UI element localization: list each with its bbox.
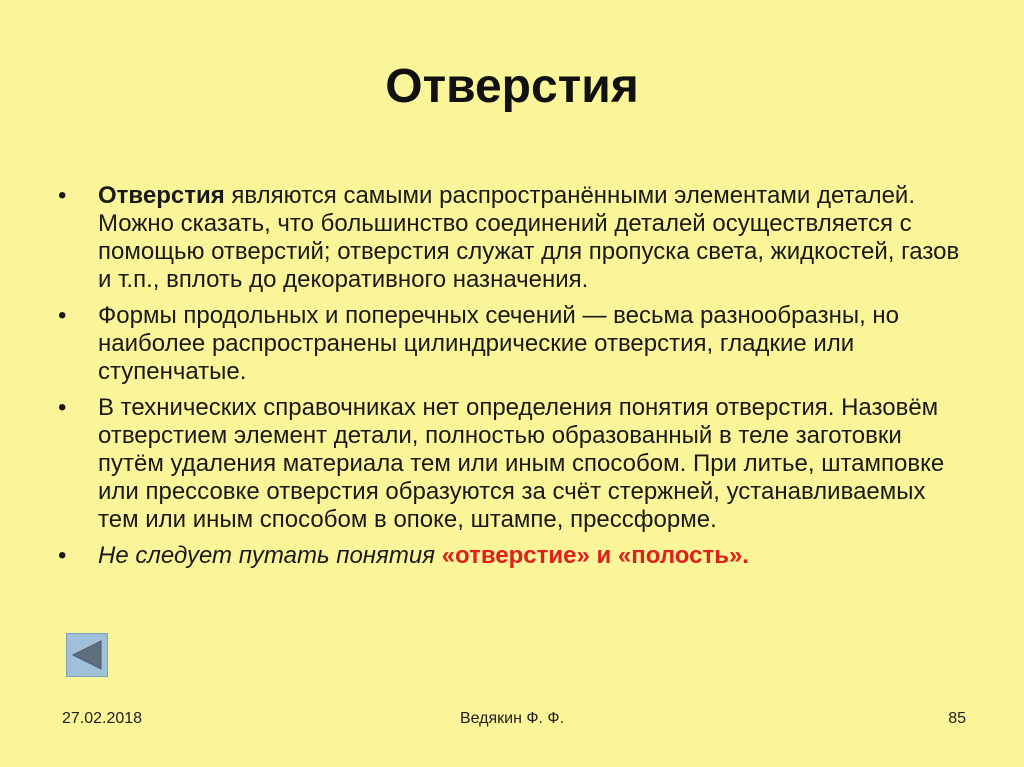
bullet-marker: • <box>58 542 67 569</box>
bullet-4-italic-text: Не следует путать понятия <box>98 542 442 569</box>
bullet-item-3 <box>58 394 968 534</box>
bullet-item-1 <box>58 182 968 294</box>
footer-date: 27.02.2018 <box>62 710 143 727</box>
triangle-left-icon <box>67 634 107 676</box>
bullet-item-2 <box>58 302 968 386</box>
bullet-item-4 <box>58 542 968 570</box>
footer-page-number: 85 <box>948 710 966 727</box>
bullet-marker: • <box>58 394 67 421</box>
bullet-3-text: В технических справочниках нет определения понятия отверстия. Назовём отверстием элемент детали, полностью образованный в теле заготовки путём удаления материала тем или иным способом. При литье, штамповке или прессовке отверстия образуются за счёт стержней, устанавливаемых тем или иным способом в опоке, штампе, прессформе. <box>98 394 945 533</box>
bullet-marker: • <box>58 302 67 329</box>
bullet-list <box>58 182 968 578</box>
bullet-4-red-text: «отверстие» и «полость». <box>441 542 749 569</box>
bullet-marker: • <box>58 182 67 209</box>
bullet-2-text: Формы продольных и поперечных сечений — весьма разнообразны, но наиболее распространены цилиндрические отверстия, гладкие или ступенчатые. <box>98 302 900 385</box>
bullet-1-lead: Отверстия <box>98 182 225 209</box>
slide-title: Отверстия <box>385 60 639 113</box>
footer-author: Ведякин Ф. Ф. <box>459 710 565 727</box>
back-button[interactable] <box>66 633 108 677</box>
bullet-1-text: являются самыми распространёнными элементами деталей. Можно сказать, что большинство соединений деталей осуществляется с помощью отверстий; отверстия служат для пропуска света, жидкостей, газов и т.п., вплоть до декоративного назначения. <box>98 182 960 293</box>
